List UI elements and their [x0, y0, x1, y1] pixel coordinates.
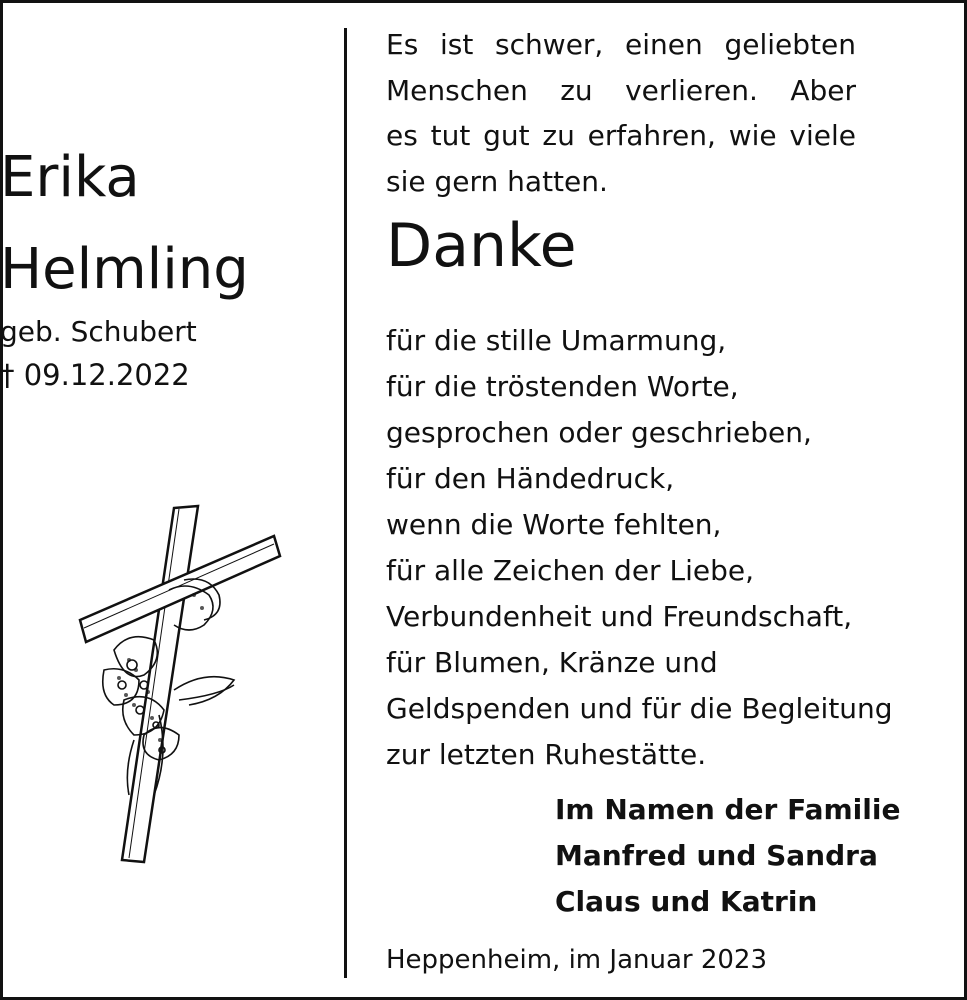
deceased-last-name: Helmling: [0, 237, 249, 302]
thank-you-headline: Danke: [386, 211, 577, 281]
thanks-line: Verbundenheit und Freundschaft,: [386, 600, 853, 633]
cross-with-flowers-icon: [74, 500, 289, 870]
thanks-line: für Blumen, Kränze und: [386, 646, 718, 679]
column-divider: [344, 28, 347, 978]
intro-paragraph: [386, 22, 856, 204]
intro-line: Es ist schwer, einen geliebten: [386, 28, 856, 61]
signature-line: Claus und Katrin: [555, 885, 818, 918]
maiden-name: geb. Schubert: [0, 315, 197, 348]
thanks-line: für den Händedruck,: [386, 462, 675, 495]
thanks-line: für alle Zeichen der Liebe,: [386, 554, 754, 587]
place-date: Heppenheim, im Januar 2023: [386, 945, 768, 975]
thanks-line: gesprochen oder geschrieben,: [386, 416, 812, 449]
thanks-line: für die stille Umarmung,: [386, 324, 727, 357]
intro-line: es tut gut zu erfahren, wie viele: [386, 119, 856, 152]
thanks-list: [386, 318, 893, 778]
thanks-line: zur letzten Ruhestätte.: [386, 738, 707, 771]
deceased-first-name: Erika: [0, 145, 140, 210]
thanks-line: Geldspenden und für die Begleitung: [386, 692, 893, 725]
signature-line: Im Namen der Familie: [555, 793, 901, 826]
intro-line: sie gern hatten.: [386, 164, 608, 198]
signature-line: Manfred und Sandra: [555, 839, 878, 872]
thanks-line: für die tröstenden Worte,: [386, 370, 739, 403]
thanks-line: wenn die Worte fehlten,: [386, 508, 722, 541]
family-signature: [555, 787, 900, 925]
death-date: † 09.12.2022: [0, 358, 190, 392]
intro-line: Menschen zu verlieren. Aber: [386, 73, 856, 107]
